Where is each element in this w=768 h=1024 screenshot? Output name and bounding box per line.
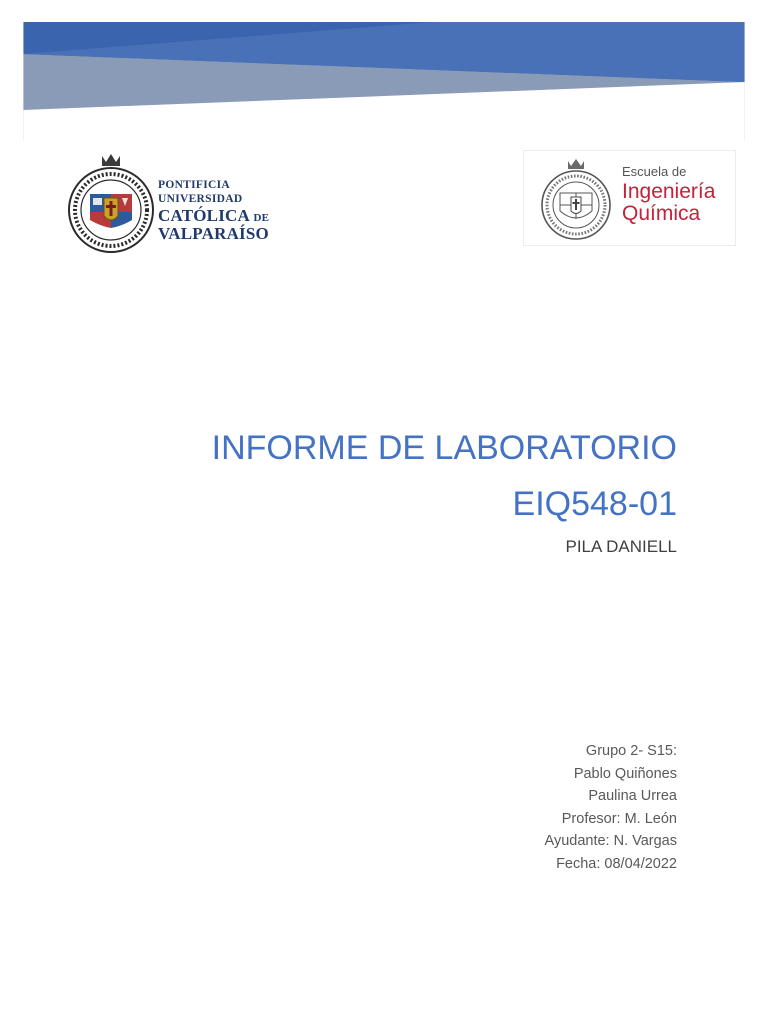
university-name-line4: VALPARAÍSO: [158, 224, 269, 243]
assistant-line: Ayudante: N. Vargas: [544, 833, 677, 849]
school-name-line2: Ingeniería: [622, 180, 716, 203]
report-info: [545, 740, 677, 875]
school-name-line3: Química: [622, 202, 701, 225]
school-logo: [523, 150, 736, 246]
member-name: Paulina Urrea: [588, 788, 677, 804]
professor-line: Profesor: M. León: [561, 810, 677, 827]
school-seal-icon: [536, 157, 616, 241]
group-label: Grupo 2- S15:: [585, 743, 677, 759]
school-name-line1: Escuela de: [622, 164, 687, 179]
university-name: [158, 180, 269, 242]
member-name: Pablo Quiñones: [573, 765, 677, 782]
report-title-line1: INFORME DE LABORATORIO: [211, 429, 677, 467]
university-name-line1: PONTIFICIA: [158, 179, 231, 191]
university-name-line3: [158, 207, 269, 224]
report-title: [212, 420, 677, 532]
report-subtitle: PILA DANIELL: [565, 537, 677, 556]
header-banner: [23, 22, 745, 140]
school-name: [622, 165, 715, 224]
university-seal-icon: [68, 150, 154, 256]
university-logo: [68, 150, 268, 256]
course-code: EIQ548-01: [512, 485, 677, 523]
university-name-catolica: CATÓLICA: [158, 206, 250, 225]
university-name-line2: UNIVERSIDAD: [158, 192, 243, 205]
university-name-de: DE: [253, 212, 270, 224]
date-line: Fecha: 08/04/2022: [556, 855, 677, 872]
